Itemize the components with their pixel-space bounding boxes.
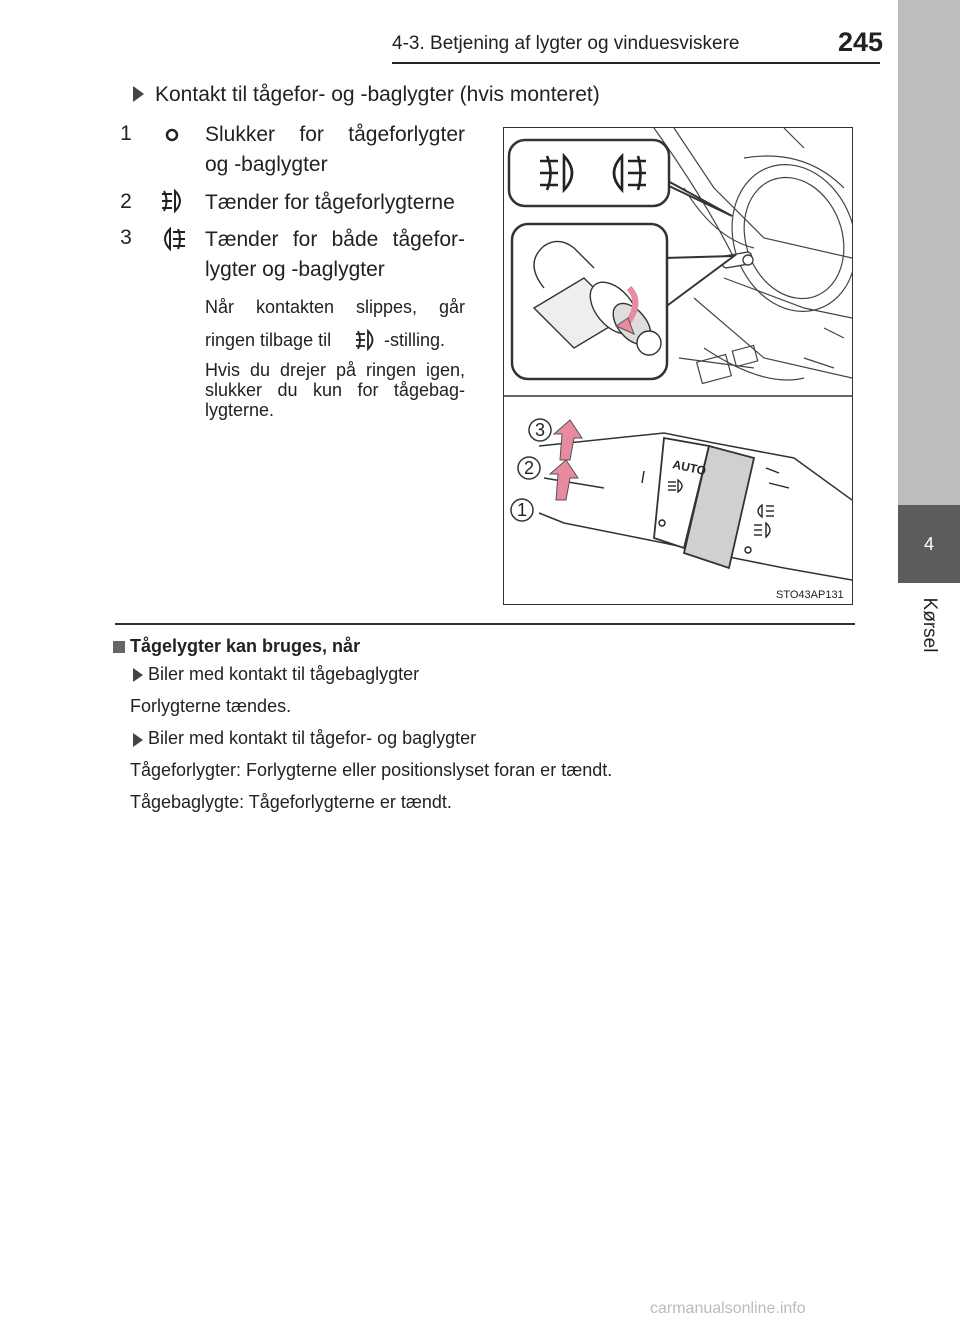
section-header: 4-3. Betjening af lygter og vinduesviskere [392,33,740,54]
note2-line1: Hvis du drejer på ringen igen, [205,360,465,380]
triangle-bullet-icon [133,668,143,682]
note2-line3: lygterne. [205,400,275,420]
section2-sub2-text2: Tågebaglygte: Tågeforlygterne er tændt. [130,792,452,812]
page-number: 245 [838,27,884,57]
section2-heading: Tågelygter kan bruges, når [130,636,361,656]
note1-line1: Når kontakten slippes, går [205,297,465,317]
front-fog-inline-icon [352,328,380,352]
fog-switch-illustration [504,128,852,604]
section1-heading: Kontakt til tågefor- og -baglygter (hvis monteret) [155,83,600,106]
number-2-badge [114,186,138,214]
note1-line2b: -stilling. [384,330,446,350]
svg-text:STO43AP131: STO43AP131 [776,589,844,601]
section2-sub2: Biler med kontakt til tågefor- og baglygter [148,728,477,748]
svg-text:AUTO: AUTO [671,457,708,478]
item3-text-line2: lygter og -baglygter [205,258,385,281]
svg-text:1: 1 [516,500,528,520]
item1-text-line1: Slukker for tågeforlygter [205,123,465,146]
triangle-bullet-icon [133,733,143,747]
section2-sub1-text: Forlygterne tændes. [130,696,292,716]
chapter-number: 4 [923,533,934,554]
rear-fog-icon [158,226,188,252]
section-divider [115,623,855,625]
off-symbol-icon [163,126,181,144]
number-3-badge [114,222,138,250]
svg-text:2: 2 [120,190,132,213]
number-1-badge [114,118,138,146]
front-fog-icon [158,188,188,214]
svg-text:3: 3 [120,226,132,249]
svg-text:3: 3 [534,420,546,440]
svg-text:1: 1 [120,122,132,145]
item3-text-line1: Tænder for både tågefor- [205,228,465,251]
note2-line2: slukker du kun for tågebag- [205,380,465,400]
svg-text:2: 2 [523,458,535,478]
chapter-label: Kørsel [919,597,940,653]
triangle-bullet-icon [133,86,144,102]
item2-text: Tænder for tågeforlygterne [205,191,455,214]
note1-line2a: ringen tilbage til [205,330,332,350]
header-rule [392,62,880,64]
item1-text-line2: og -baglygter [205,153,328,176]
square-bullet-icon [113,641,125,653]
section2-sub1: Biler med kontakt til tågebaglygter [148,664,420,684]
fog-switch-figure [503,127,853,605]
section2-sub2-text1: Tågeforlygter: Forlygterne eller positionslyset foran er tændt. [130,760,613,780]
watermark: carmanualsonline.info [650,1300,806,1317]
side-tab-upper [898,0,960,505]
